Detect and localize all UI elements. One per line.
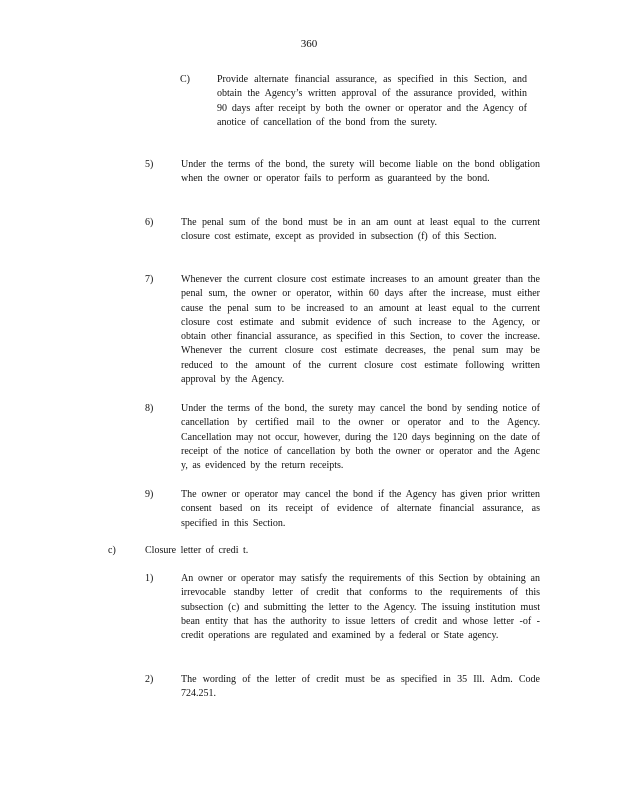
list-marker: 9) xyxy=(145,489,154,500)
page-number: 360 xyxy=(300,38,318,50)
paragraph-text: The wording of the letter of credit must be as specified in 35 Ill. Adm. Code 724.251. xyxy=(181,674,540,700)
list-marker: C) xyxy=(180,74,190,85)
paragraph-text: An owner or operator may satisfy the requirements of this Section by obtaining an irrevocable standby letter of credit that conforms to the requirements of this subsection (c) and submitting the letter to the Agency. The issuing institution must bean entity that has the authority to issue letters of credit and whose letter -of -credit operations are regulated and examined by a federal or State agency. xyxy=(181,573,540,642)
list-marker: 5) xyxy=(145,159,154,170)
paragraph-text: The owner or operator may cancel the bond if the Agency has given prior written consent based on its receipt of evidence of alternate financial assurance, as specified in this Section. xyxy=(181,489,540,529)
paragraph-text: Provide alternate financial assurance, as specified in this Section, and obtain the Agency’s written approval of the assurance provided, within 90 days after receipt by both the owner or operator and the Agency of anotice of cancellation of the bond from the surety. xyxy=(217,74,527,128)
list-marker: 6) xyxy=(145,217,154,228)
list-marker: 7) xyxy=(145,274,154,285)
list-marker: 8) xyxy=(145,403,154,414)
list-marker: 1) xyxy=(145,573,154,584)
paragraph-text: Under the terms of the bond, the surety may cancel the bond by sending notice of cancellation by certified mail to the owner or operator and to the Agency. Cancellation may not occur, however, during the 120 days beginning on the date of receipt of the notice of cancellation by both the owner or operator and the Agenc y, as evidenced by the return receipts. xyxy=(181,403,540,472)
paragraph-text: Whenever the current closure cost estimate increases to an amount greater than the penal sum, the owner or operator, within 60 days after the increase, must either cause the penal sum to be increased to an amount at least equal to the current closure cost estimate and submit evidence of such increase to the Agency, or obtain other financial assurance, as specified in this Section, to cover the increase. Whenever the current closure cost estimate decreases, the penal sum may be reduced to the amount of the current closure cost estimate following written approval by the Agency. xyxy=(181,274,540,386)
subsection-title: Closure letter of credi t. xyxy=(145,545,249,556)
paragraph-text: Under the terms of the bond, the surety will become liable on the bond obligation when the owner or operator fails to perform as guaranteed by the bond. xyxy=(181,159,540,185)
list-marker: c) xyxy=(108,545,116,556)
list-marker: 2) xyxy=(145,674,154,685)
paragraph-text: The penal sum of the bond must be in an am ount at least equal to the current closure cost estimate, except as provided in subsection (f) of this Section. xyxy=(181,217,540,243)
